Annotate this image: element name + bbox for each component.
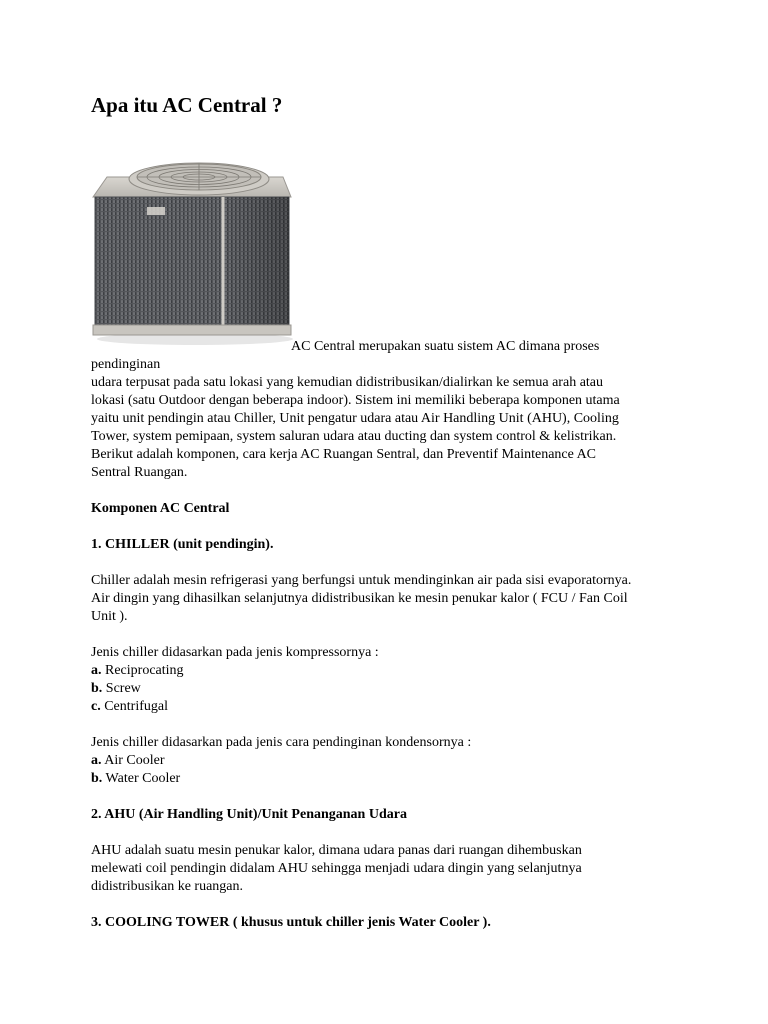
chiller-desc-line: Unit ). — [91, 609, 128, 624]
intro-line: lokasi (satu Outdoor dengan beberapa indoor). Sistem ini memiliki beberapa komponen utama — [91, 393, 620, 408]
list-marker: c. — [91, 699, 101, 714]
list-item — [91, 662, 691, 680]
intro-first-line: AC Central merupakan suatu sistem AC dimana proses — [291, 339, 600, 354]
list-marker: b. — [91, 771, 103, 786]
kompressor-intro: Jenis chiller didasarkan pada jenis kompressornya : — [91, 645, 379, 660]
list-marker: a. — [91, 663, 102, 678]
intro-line: Berikut adalah komponen, cara kerja AC Ruangan Sentral, dan Preventif Maintenance AC — [91, 447, 597, 462]
list-marker: b. — [91, 681, 103, 696]
ahu-desc-line: didistribusikan ke ruangan. — [91, 879, 244, 894]
list-text: Screw — [102, 681, 141, 696]
list-item — [91, 698, 691, 716]
chiller-desc-line: Chiller adalah mesin refrigerasi yang berfungsi untuk mendinginkan air pada sisi evaporatornya. — [91, 573, 632, 588]
intro-line: Sentral Ruangan. — [91, 465, 188, 480]
chiller-desc-line: Air dingin yang dihasilkan selanjutnya didistribusikan ke mesin penukar kalor ( FCU / Fan Coil — [91, 591, 628, 606]
ahu-desc-line: melewati coil pendingin didalam AHU sehingga menjadi udara dingin yang selanjutnya — [91, 861, 582, 876]
intro-line: yaitu unit pendingin atau Chiller, Unit pengatur udara atau Air Handling Unit (AHU), Cooling — [91, 411, 619, 426]
cooling-tower-heading: 3. COOLING TOWER ( khusus untuk chiller jenis Water Cooler ). — [91, 915, 491, 930]
kondensor-intro: Jenis chiller didasarkan pada jenis cara pendinginan kondensornya : — [91, 735, 472, 750]
ahu-desc-line: AHU adalah suatu mesin penukar kalor, dimana udara panas dari ruangan dihembuskan — [91, 843, 582, 858]
list-item — [91, 770, 691, 788]
list-text: Reciprocating — [101, 663, 184, 678]
intro-line: udara terpusat pada satu lokasi yang kemudian didistribusikan/dialirkan ke semua arah atau — [91, 375, 604, 390]
chiller-heading: 1. CHILLER (unit pendingin). — [91, 537, 274, 552]
komponen-heading: Komponen AC Central — [91, 501, 230, 516]
ahu-heading: 2. AHU (Air Handling Unit)/Unit Penanganan Udara — [91, 807, 407, 822]
list-marker: a. — [91, 753, 102, 768]
article-body — [91, 356, 691, 932]
list-text: Air Cooler — [101, 753, 165, 768]
list-item — [91, 680, 691, 698]
ac-outdoor-unit-image — [87, 147, 297, 347]
page-title: Apa itu AC Central ? — [91, 93, 283, 117]
list-text: Water Cooler — [102, 771, 181, 786]
intro-line: pendinginan — [91, 357, 161, 372]
list-text: Centrifugal — [100, 699, 168, 714]
list-item — [91, 752, 691, 770]
intro-line: Tower, system pemipaan, system saluran udara atau ducting dan system control & kelistrikan. — [91, 429, 617, 444]
